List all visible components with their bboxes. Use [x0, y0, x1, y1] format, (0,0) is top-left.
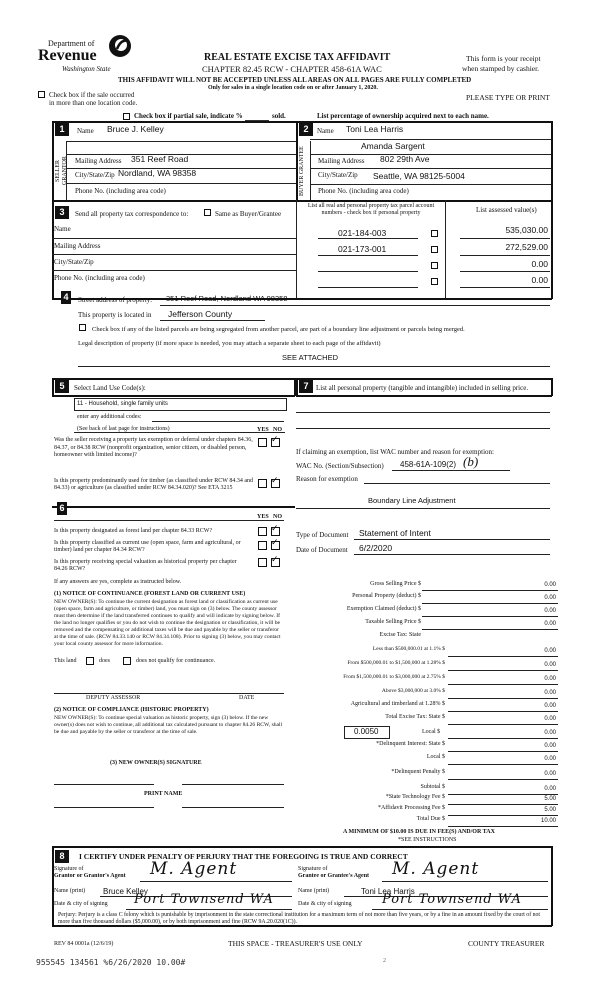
buyer-name-label: Name — [317, 127, 334, 135]
calc-label: Total Excise Tax: State $ — [385, 714, 445, 720]
additional-codes-label: enter any additional codes: — [77, 414, 142, 420]
ownership-note: List percentage of ownership acquired next to each name. — [317, 112, 489, 120]
sec6-q2-yes-checkbox[interactable] — [258, 541, 267, 550]
sec6-q1-no-checkbox[interactable] — [271, 527, 280, 536]
sig-grantor-label-2: Grantor or Grantor's Agent — [54, 873, 126, 879]
type-or-print: PLEASE TYPE OR PRINT — [466, 93, 550, 102]
calc-value[interactable]: 0.00 — [544, 662, 556, 668]
seller-name[interactable]: Bruce J. Kelley — [107, 124, 164, 134]
grantee-date-city-label: Date & city of signing — [298, 901, 352, 907]
sec5-q1-text: Was the seller receiving a property tax exemption or deferral under chapters 84.36, 84.37, or 84.38 RCW (nonprofit organization, senior citizen, or disabled person, homeowner with limited income)? — [54, 437, 253, 458]
certify-statement: I CERTIFY UNDER PENALTY OF PERJURY THAT THE FOREGOING IS TRUE AND CORRECT — [79, 852, 408, 861]
partial-sale-label: Check box if partial sale, indicate % — [134, 112, 243, 120]
section-6-badge: 6 — [57, 502, 67, 515]
see-back-note: (See back of last page for instructions) — [77, 426, 170, 432]
personal-property-label: List all personal property (tangible and intangible) included in selling price. — [316, 384, 529, 392]
seller-phone-label: Phone No. (including area code) — [75, 187, 166, 195]
same-as-buyer-checkbox[interactable] — [204, 209, 211, 216]
calc-value[interactable]: 0.00 — [544, 743, 556, 749]
calc-label: *Delinquent Penalty $ — [391, 769, 445, 775]
exemption-label: If claiming an exemption, list WAC number and reason for exemption: — [296, 448, 494, 456]
sec6-q2-text: Is this property classified as current use (open space, farm and agricultural, or timber) land per chapter 84.34 RCW? — [54, 540, 241, 553]
sig-grantor-label: Signature of — [54, 866, 84, 872]
buyer-city-label: City/State/Zip — [318, 171, 358, 179]
print-name-label: PRINT NAME — [144, 791, 183, 797]
land-label-b: does — [99, 658, 110, 664]
local-label: Local $ — [422, 729, 441, 735]
calc-label: From $500,000.01 to $1,500,000 at 1.28% $ — [347, 660, 445, 666]
buyer-mail[interactable]: 802 29th Ave — [380, 154, 430, 164]
personal-property-checkbox-2[interactable] — [431, 246, 438, 253]
parcels-header-text: List all real and personal property tax parcel account numbers - check box if personal property — [307, 203, 435, 216]
sec5-q1-no-checkbox[interactable] — [271, 438, 280, 447]
calc-value[interactable]: 5.00 — [544, 796, 556, 802]
county[interactable]: Jefferson County — [168, 309, 233, 319]
sec5-q2-no-checkbox[interactable] — [271, 479, 280, 488]
sec5-yes-header: YES — [257, 427, 269, 433]
calc-value[interactable]: 10.00 — [540, 818, 556, 824]
personal-property-checkbox-3[interactable] — [431, 262, 438, 269]
seller-city[interactable]: Nordland, WA 98358 — [118, 168, 197, 178]
calc-value[interactable]: 0.00 — [544, 621, 556, 627]
section-2-badge: 2 — [299, 123, 313, 136]
calc-label: Taxable Selling Price $ — [365, 619, 421, 625]
land-label-c: does not qualify for continuance. — [136, 658, 216, 664]
sec6-no-header: NO — [273, 514, 282, 520]
section-5-badge: 5 — [55, 380, 69, 393]
calc-value[interactable]: 0.00 — [544, 716, 556, 722]
located-label: This property is located in — [78, 311, 152, 319]
multi-location-checkbox[interactable] — [38, 91, 45, 98]
calc-label: Excise Tax: State — [379, 632, 421, 638]
doc-type-label: Type of Document — [296, 531, 349, 539]
grantee-name-label: Name (print) — [298, 888, 330, 894]
street-label: Street address of property: — [78, 296, 153, 304]
parcels-header — [300, 203, 442, 217]
wac-handwritten[interactable]: (b) — [463, 454, 479, 469]
sec5-q2-yes-checkbox[interactable] — [258, 479, 267, 488]
sec6-yes-header: YES — [257, 514, 269, 520]
personal-property-checkbox-4[interactable] — [431, 278, 438, 285]
buyer-phone-label: Phone No. (including area code) — [318, 187, 409, 195]
county-treasurer: COUNTY TREASURER — [468, 939, 545, 948]
land-does-checkbox[interactable] — [86, 657, 94, 665]
page-mark: 2 — [383, 958, 386, 964]
partial-sale-checkbox[interactable] — [123, 113, 130, 120]
calc-label: Above $3,000,000 at 3.0% $ — [381, 688, 445, 694]
sec3-label: Send all property tax correspondence to: — [75, 210, 189, 218]
local-rate[interactable]: 0.0050 — [354, 727, 379, 736]
sec6-q3-text: Is this property receiving special valuation as historical property per chapter 84.26 RCW? — [54, 559, 237, 572]
seller-name-label: Name — [77, 127, 94, 135]
grantor-name-label: Name (print) — [54, 888, 86, 894]
partial-sale-sold: sold. — [272, 112, 286, 120]
sec6-q3-yes-checkbox[interactable] — [258, 558, 267, 567]
sec5-q1 — [54, 437, 254, 460]
minimum-due-note: A MINIMUM OF $10.00 IS DUE IN FEE(S) AND/OR TAX — [343, 829, 495, 835]
section-7-badge: 7 — [299, 380, 313, 393]
doc-type[interactable]: Statement of Intent — [359, 528, 431, 538]
grantor-date-city-label: Date & city of signing — [54, 901, 108, 907]
street-address[interactable]: 351 Reef Road, Nordland WA 98358 — [166, 294, 288, 303]
calc-label: Gross Selling Price $ — [370, 581, 421, 587]
section-4-badge: 4 — [61, 291, 71, 304]
buyer-mail-label: Mailing Address — [318, 157, 365, 165]
notice2-body-text: NEW OWNER(S): To continue special valuation as historic property, sign (3) below. If the new owner(s) does not wish to continue, all additional tax calculated pursuant to chapter 84.26 RCW, shall be due and payable by the seller or transferor at the time of sale. — [54, 715, 283, 735]
calc-value[interactable]: 0.00 — [544, 648, 556, 654]
segregated-checkbox[interactable] — [79, 324, 86, 331]
wac-number[interactable]: 458-61A-109(2) — [400, 460, 457, 469]
form-warning: THIS AFFIDAVIT WILL NOT BE ACCEPTED UNLESS ALL AREAS ON ALL PAGES ARE FULLY COMPLETED — [118, 76, 472, 84]
calc-label: *Delinquent Interest: State $ — [376, 741, 445, 747]
calc-label: Total Due $ — [416, 816, 445, 822]
grantor-signature[interactable]: M. Agent — [150, 859, 238, 879]
calc-label: *State Technology Fee $ — [385, 794, 445, 800]
local-value[interactable]: 0.00 — [544, 730, 556, 736]
dept-small: Department of — [48, 39, 95, 48]
rev-number: REV 84 0001a (12/6/19) — [54, 941, 114, 947]
deputy-date-label: DATE — [239, 695, 255, 701]
reason-value[interactable]: Boundary Line Adjustment — [368, 496, 456, 505]
seller-mail-label: Mailing Address — [75, 157, 122, 165]
parcel-1[interactable]: 021-184-003 — [338, 228, 387, 238]
revenue-logo-icon — [107, 33, 133, 59]
sec3-name-label: Name — [54, 225, 71, 233]
buyer-city[interactable]: Seattle, WA 98125-5004 — [373, 171, 465, 181]
assessed-header: List assessed value(s) — [476, 206, 537, 214]
perjury-notice — [58, 912, 546, 926]
grantee-signature[interactable]: M. Agent — [392, 859, 480, 879]
calc-value[interactable]: 0.00 — [544, 756, 556, 762]
dept-logo-text: Revenue — [38, 47, 97, 64]
calc-label: *Affidavit Processing Fee $ — [377, 805, 445, 811]
sec3-city-label: City/State/Zip — [54, 258, 94, 266]
multi-location-label-2: in more than one location code. — [49, 99, 138, 107]
treasurer-stamp: 955545 134561 %6/26/2020 10.00# — [36, 958, 186, 967]
sec6-q3-no-checkbox[interactable] — [271, 558, 280, 567]
section-3-badge: 3 — [55, 206, 69, 219]
grantor-name[interactable]: Bruce Kelley — [103, 887, 148, 896]
sec6-q1-yes-checkbox[interactable] — [258, 527, 267, 536]
assessed-value-2[interactable]: 272,529.00 — [505, 242, 548, 252]
sec3-phone-label: Phone No. (including area code) — [54, 274, 145, 282]
calc-value[interactable]: 0.00 — [544, 771, 556, 777]
calc-value[interactable]: 0.00 — [544, 582, 556, 588]
assessed-value-3[interactable]: 0.00 — [531, 259, 548, 269]
receipt-note-2: when stamped by cashier. — [462, 64, 540, 73]
section-8-badge: 8 — [55, 850, 69, 863]
deputy-assessor-label: DEPUTY ASSESSOR — [86, 695, 141, 701]
legal-see-attached[interactable]: SEE ATTACHED — [282, 353, 338, 362]
parcel-2[interactable]: 021-173-001 — [338, 244, 387, 254]
grantee-date-city[interactable]: Port Townsend WA — [382, 892, 522, 907]
calc-label: Subtotal $ — [420, 784, 445, 790]
land-does-not-checkbox[interactable] — [123, 657, 131, 665]
land-use-value[interactable]: 11 - Household, single family units — [77, 401, 168, 407]
sec6-q1: Is this property designated as forest land per chapter 84.33 RCW? — [54, 528, 213, 534]
notice1-body-text: NEW OWNER(S): To continue the current designation as forest land or classification as current use (open space, farm and agriculture, or timber) land, you must sign on (3) below. The county assessor must then determine if the land transferred continues to qualify and will indicate by signing below. If the land no longer qualifies or you do not wish to continue the designation or classification, it will be removed and the compensating or additional taxes will be due and payable by the seller or transferor at the time of sale. (RCW 84.33.140 or RCW 84.34.108). Prior to signing (3) below, you may contact your local county assessor for more information. — [54, 599, 281, 647]
dept-state: Washington State — [62, 65, 111, 73]
calc-value[interactable]: 0.00 — [544, 676, 556, 682]
land-use-label: Select Land Use Code(s): — [74, 384, 146, 392]
calc-value[interactable]: 0.00 — [544, 786, 556, 792]
notice2-title: (2) NOTICE OF COMPLIANCE (HISTORIC PROPERTY) — [54, 707, 209, 713]
calc-value[interactable]: 0.00 — [544, 690, 556, 696]
seller-side-label: SELLER GRANTOR — [55, 156, 68, 186]
doc-date-label: Date of Document — [296, 546, 348, 554]
see-instructions: *SEE INSTRUCTIONS — [398, 837, 457, 843]
buyer-name-2[interactable]: Amanda Sargent — [361, 141, 425, 151]
grantor-date-city[interactable]: Port Townsend WA — [134, 892, 274, 907]
reason-label: Reason for exemption — [296, 475, 358, 483]
calc-label: Less than $500,000.01 at 1.1% $ — [372, 646, 445, 652]
sec5-no-header: NO — [273, 427, 282, 433]
sec6-q2-no-checkbox[interactable] — [271, 541, 280, 550]
sec5-q2 — [54, 478, 254, 492]
treasurer-only: THIS SPACE - TREASURER'S USE ONLY — [228, 939, 363, 948]
seller-mail[interactable]: 351 Reef Road — [131, 154, 189, 164]
sec6-q2 — [54, 540, 249, 554]
calc-value[interactable]: 0.00 — [544, 608, 556, 614]
calc-label: Local $ — [426, 754, 445, 760]
segregated-label: Check box if any of the listed parcels are being segregated from another parcel, are part of a boundary line adjustment or parcels being merged. — [92, 326, 465, 333]
calc-label: Personal Property (deduct) $ — [352, 593, 421, 599]
form-title: REAL ESTATE EXCISE TAX AFFIDAVIT — [204, 52, 391, 63]
multi-location-label: Check box if the sale occurred — [49, 91, 135, 99]
sig-grantee-label-2: Grantee or Grantee's Agent — [298, 873, 370, 879]
assessed-value-1[interactable]: 535,030.00 — [505, 225, 548, 235]
sec3-mail-label: Mailing Address — [54, 242, 101, 250]
section-1-badge: 1 — [55, 123, 69, 136]
notice1-body — [54, 599, 284, 647]
calc-label: From $1,500,000.01 to $3,000,000 at 2.75% $ — [343, 674, 445, 680]
doc-date[interactable]: 6/2/2020 — [359, 543, 393, 553]
sec5-q1-yes-checkbox[interactable] — [258, 438, 267, 447]
same-as-buyer-label: Same as Buyer/Grantee — [215, 210, 282, 218]
personal-property-checkbox-1[interactable] — [431, 230, 438, 237]
sec5-q2-text: Is this property predominantly used for timber (as classified under RCW 84.34 and 84.33) or agriculture (as classified under RCW 84.34.020)? See ETA 3215 — [54, 478, 254, 491]
calc-value[interactable]: 0.00 — [544, 595, 556, 601]
buyer-name-1[interactable]: Toni Lea Harris — [346, 124, 404, 134]
perjury-notice-text: Perjury: Perjury is a class C felony which is punishable by imprisonment in the state correctional institution for a maximum term of not more than five years, or by a fine in an amount fixed by the court of not more than five thousand dollars ($5,000.00), or by both imprisonment and fine (RCW 9A.20.020(1C)). — [58, 912, 540, 925]
grantee-name[interactable]: Toni Lea Harris — [361, 887, 415, 896]
calc-value[interactable]: 5.00 — [544, 807, 556, 813]
buyer-side-label: BUYER GRANTEE — [299, 146, 305, 196]
wac-label: WAC No. (Section/Subsection) — [296, 462, 384, 470]
assessed-value-4[interactable]: 0.00 — [531, 275, 548, 285]
receipt-note: This form is your receipt — [466, 54, 541, 63]
notice1-title: (1) NOTICE OF CONTINUANCE (FOREST LAND OR CURRENT USE) — [54, 591, 246, 597]
form-chapter: CHAPTER 82.45 RCW - CHAPTER 458-61A WAC — [202, 64, 382, 74]
new-owner-signature-label: (3) NEW OWNER(S) SIGNATURE — [110, 760, 202, 766]
seller-city-label: City/State/Zip — [75, 171, 115, 179]
if-yes-note: If any answers are yes, complete as instructed below. — [54, 579, 182, 585]
land-label-a: This land — [54, 658, 77, 664]
calc-value[interactable]: 0.00 — [544, 703, 556, 709]
notice2-body — [54, 715, 284, 736]
legal-label: Legal description of property (if more space is needed, you may attach a separate sheet to each page of the affidavit) — [78, 340, 381, 347]
sec6-q3 — [54, 559, 249, 573]
calc-label: Exemption Claimed (deduct) $ — [346, 606, 421, 612]
calc-label: Agricultural and timberland at 1.28% $ — [350, 701, 445, 707]
sig-grantee-label: Signature of — [298, 866, 328, 872]
form-only-for: Only for sales in a single location code on or after January 1, 2020. — [208, 85, 378, 91]
